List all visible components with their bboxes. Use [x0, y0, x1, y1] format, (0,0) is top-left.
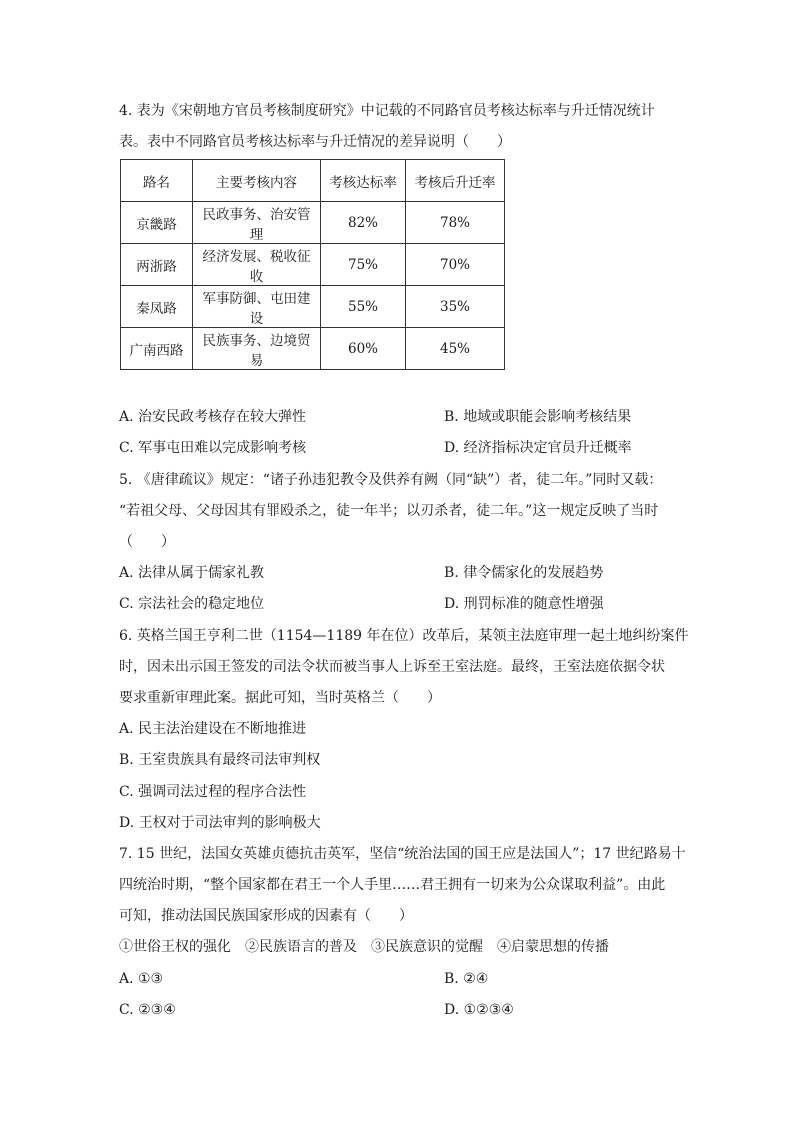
q7-option-a[interactable]: A. ①③	[119, 971, 164, 987]
q7-option-b[interactable]: B. ②④	[444, 971, 489, 987]
table-cell: 78%	[406, 202, 505, 244]
q4-option-c[interactable]: C. 军事屯田难以完成影响考核	[119, 440, 307, 456]
table-cell: 82%	[321, 202, 406, 244]
table-cell: 军事防御、屯田建设	[193, 286, 321, 328]
q5-option-d[interactable]: D. 刑罚标准的随意性增强	[444, 596, 604, 612]
table-cell: 45%	[406, 328, 505, 370]
table-cell: 60%	[321, 328, 406, 370]
table-cell: 广南西路	[121, 328, 193, 370]
q7-stem-line-2: 四统治时期，“整个国家都在君王一个人手里……君王拥有一切来为公众谋取利益”。由此	[119, 877, 666, 893]
table-header-cell: 考核后升迁率	[406, 160, 505, 202]
table-header-cell: 考核达标率	[321, 160, 406, 202]
q6-option-a[interactable]: A. 民主法治建设在不断地推进	[119, 721, 307, 737]
q7-items: ①世俗王权的强化 ②民族语言的普及 ③民族意识的觉醒 ④启蒙思想的传播	[119, 939, 609, 955]
q6-option-d[interactable]: D. 王权对于司法审判的影响极大	[119, 815, 321, 831]
table-header-cell: 路名	[121, 160, 193, 202]
table-cell: 京畿路	[121, 202, 193, 244]
q6-option-b[interactable]: B. 王室贵族具有最终司法审判权	[119, 752, 321, 768]
table-cell: 35%	[406, 286, 505, 328]
table-row	[121, 328, 505, 370]
q6-stem-line-2: 时，因未出示国王签发的司法令状而被当事人上诉至王室法庭。最终，王室法庭依据令状	[119, 659, 665, 675]
table-cell: 70%	[406, 244, 505, 286]
q4-option-b[interactable]: B. 地域或职能会影响考核结果	[444, 409, 632, 425]
q7-option-c[interactable]: C. ②③④	[119, 1002, 176, 1018]
q4-option-d[interactable]: D. 经济指标决定官员升迁概率	[444, 440, 632, 456]
table-header-cell: 主要考核内容	[193, 160, 321, 202]
q7-option-d[interactable]: D. ①②③④	[444, 1002, 514, 1018]
table-row	[121, 244, 505, 286]
q4-option-a[interactable]: A. 治安民政考核存在较大弹性	[119, 409, 307, 425]
table-cell: 经济发展、税收征收	[193, 244, 321, 286]
table-cell: 两浙路	[121, 244, 193, 286]
q5-option-c[interactable]: C. 宗法社会的稳定地位	[119, 596, 265, 612]
q5-option-b[interactable]: B. 律令儒家化的发展趋势	[444, 565, 604, 581]
q6-stem-line-3: 要求重新审理此案。据此可知，当时英格兰（ ）	[119, 690, 441, 706]
table-cell: 75%	[321, 244, 406, 286]
table-cell: 55%	[321, 286, 406, 328]
q7-stem-line-3: 可知，推动法国民族国家形成的因素有（ ）	[119, 908, 413, 924]
table-header-row	[121, 160, 505, 202]
q4-stem-line-1: 4. 表为《宋朝地方官员考核制度研究》中记载的不同路官员考核达标率与升迁情况统计	[119, 103, 655, 119]
table-row	[121, 286, 505, 328]
table-row	[121, 202, 505, 244]
q5-stem-line-1: 5. 《唐律疏议》规定：“诸子孙违犯教令及供养有阙（同“缺”）者，徒二年。”同时又载：	[119, 472, 663, 488]
q5-option-a[interactable]: A. 法律从属于儒家礼教	[119, 565, 265, 581]
q5-stem-line-2: “若祖父母、父母因其有罪殴杀之，徒一年半；以刃杀者，徒二年。”这一规定反映了当时	[119, 503, 659, 519]
q5-stem-line-3: （ ）	[119, 534, 175, 550]
q4-stats-table	[120, 159, 505, 370]
q6-option-c[interactable]: C. 强调司法过程的程序合法性	[119, 784, 307, 800]
q4-stem-line-2: 表。表中不同路官员考核达标率与升迁情况的差异说明（ ）	[119, 134, 511, 150]
table-cell: 秦凤路	[121, 286, 193, 328]
table-cell: 民族事务、边境贸易	[193, 328, 321, 370]
q6-stem-line-1: 6. 英格兰国王亨利二世（1154—1189 年在位）改革后，某领主法庭审理一起土地纠纷案件	[119, 628, 689, 644]
q7-stem-line-1: 7. 15 世纪，法国女英雄贞德抗击英军，坚信“统治法国的国王应是法国人”；17 世纪路易十	[119, 846, 686, 862]
table-cell: 民政事务、治安管理	[193, 202, 321, 244]
